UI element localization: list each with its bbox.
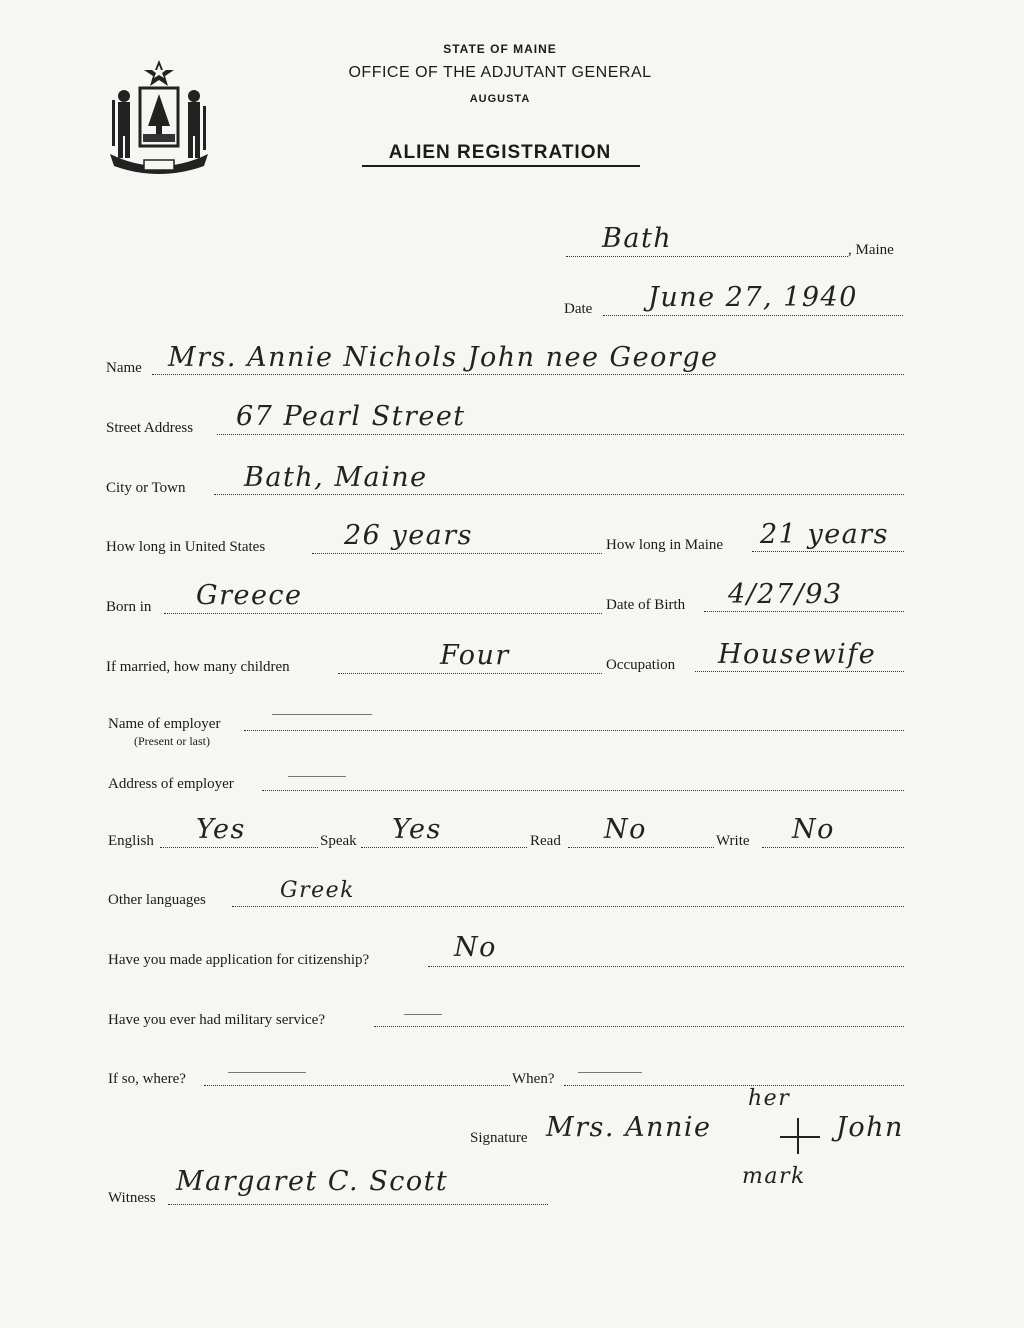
speak-value: Yes <box>392 814 442 845</box>
born-in-value: Greece <box>196 580 303 611</box>
born-in-line <box>164 613 602 614</box>
maine-state-seal-icon <box>104 56 214 178</box>
read-label: Read <box>530 833 561 849</box>
place-line <box>566 256 848 257</box>
employer-address-blank-dash <box>288 776 346 777</box>
how-long-us-line <box>312 553 602 554</box>
write-line <box>762 847 904 848</box>
dob-value: 4/27/93 <box>728 579 843 610</box>
write-value: No <box>792 814 835 845</box>
employer-sub-label: (Present or last) <box>134 734 210 748</box>
other-languages-value: Greek <box>280 878 355 903</box>
employer-blank-dash <box>272 714 372 715</box>
signature-x-mark-stroke <box>797 1118 799 1154</box>
how-long-us-value: 26 years <box>344 520 474 551</box>
employer-address-label: Address of employer <box>108 776 234 792</box>
header-office: OFFICE OF THE ADJUTANT GENERAL <box>348 64 652 81</box>
other-languages-label: Other languages <box>108 892 206 908</box>
city-label: City or Town <box>106 480 186 496</box>
where-label: If so, where? <box>108 1071 186 1087</box>
signature-mark: mark <box>742 1164 806 1189</box>
dob-label: Date of Birth <box>606 597 686 613</box>
military-line <box>374 1026 904 1027</box>
when-label: When? <box>512 1071 555 1087</box>
how-long-maine-value: 21 years <box>760 519 890 550</box>
military-label: Have you ever had military service? <box>108 1012 325 1028</box>
witness-value: Margaret C. Scott <box>176 1166 449 1197</box>
how-long-maine-line <box>752 551 904 552</box>
employer-line <box>244 730 904 731</box>
date-line <box>603 315 903 316</box>
signature-value: Mrs. Annie <box>546 1112 712 1143</box>
form-title: ALIEN REGISTRATION <box>388 142 612 163</box>
children-label: If married, how many children <box>106 659 290 675</box>
speak-line <box>361 847 527 848</box>
street-value: 67 Pearl Street <box>236 401 466 432</box>
street-line <box>217 434 904 435</box>
english-label: English <box>108 833 154 849</box>
witness-label: Witness <box>108 1190 156 1206</box>
dob-line <box>704 611 904 612</box>
date-value: June 27, 1940 <box>648 282 858 313</box>
write-label: Write <box>716 833 750 849</box>
city-line <box>214 494 904 495</box>
signature-her: her <box>748 1086 791 1111</box>
military-blank-dash <box>404 1014 442 1015</box>
city-value: Bath, Maine <box>244 462 428 493</box>
english-line <box>160 847 318 848</box>
where-line <box>204 1085 510 1086</box>
employer-label: Name of employer <box>108 716 221 732</box>
signature-last: John <box>836 1112 904 1143</box>
children-line <box>338 673 602 674</box>
citizenship-label: Have you made application for citizenship? <box>108 952 370 968</box>
place-value: Bath <box>602 223 673 254</box>
header-city: AUGUSTA <box>469 93 531 105</box>
signature-label: Signature <box>470 1130 528 1146</box>
citizenship-value: No <box>454 932 497 963</box>
english-value: Yes <box>196 814 246 845</box>
witness-line <box>168 1204 548 1205</box>
read-line <box>568 847 714 848</box>
citizenship-line <box>428 966 904 967</box>
name-value: Mrs. Annie Nichols John nee George <box>168 342 719 373</box>
children-value: Four <box>440 640 510 671</box>
header-state: STATE OF MAINE <box>443 42 557 56</box>
date-label: Date <box>564 301 593 317</box>
when-blank-dash <box>578 1072 642 1073</box>
signature-x-mark <box>780 1136 820 1138</box>
when-line <box>564 1085 904 1086</box>
employer-address-line <box>262 790 904 791</box>
how-long-maine-label: How long in Maine <box>606 537 724 553</box>
where-blank-dash <box>228 1072 306 1073</box>
read-value: No <box>604 814 647 845</box>
title-underline <box>362 165 640 167</box>
born-in-label: Born in <box>106 599 152 615</box>
occupation-label: Occupation <box>606 657 676 673</box>
how-long-us-label: How long in United States <box>106 539 266 555</box>
name-label: Name <box>106 360 142 376</box>
occupation-value: Housewife <box>718 639 877 670</box>
place-suffix: , Maine <box>848 242 894 258</box>
other-languages-line <box>232 906 904 907</box>
street-label: Street Address <box>106 420 194 436</box>
name-line <box>152 374 904 375</box>
speak-label: Speak <box>320 833 357 849</box>
occupation-line <box>695 671 904 672</box>
